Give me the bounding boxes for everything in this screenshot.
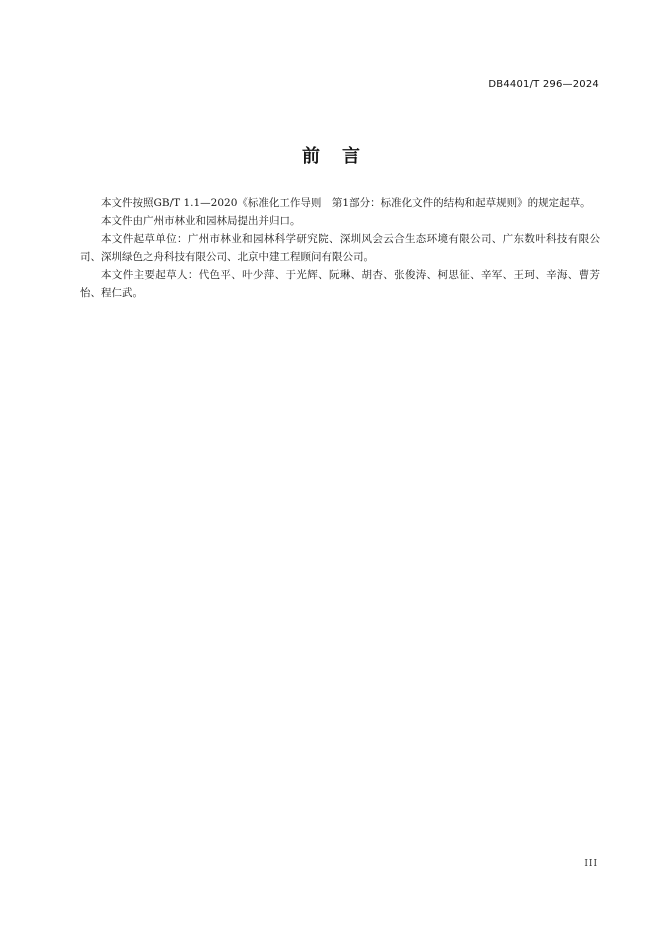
- foreword-body: [80, 194, 600, 302]
- paragraph-drafting-units: 本文件起草单位：广州市林业和园林科学研究院、深圳风会云合生态环境有限公司、广东数叶科技有限公司、深圳绿色之舟科技有限公司、北京中建工程顾问有限公司。: [80, 233, 600, 263]
- paragraph-main-drafters: 本文件主要起草人：代色平、叶少萍、于光辉、阮琳、胡杏、张俊涛、柯思征、辛军、王珂、辛海、曹芳怡、程仁武。: [80, 269, 600, 299]
- paragraph-drafting-rules: 本文件按照GB/T 1.1—2020《标准化工作导则 第1部分：标准化文件的结构和起草规则》的规定起草。: [101, 197, 591, 209]
- page-number: III: [584, 859, 598, 869]
- section-title: 前言: [302, 146, 382, 167]
- document-code: DB4401/T 296—2024: [488, 79, 599, 90]
- paragraph-proposer: 本文件由广州市林业和园林局提出并归口。: [101, 215, 301, 227]
